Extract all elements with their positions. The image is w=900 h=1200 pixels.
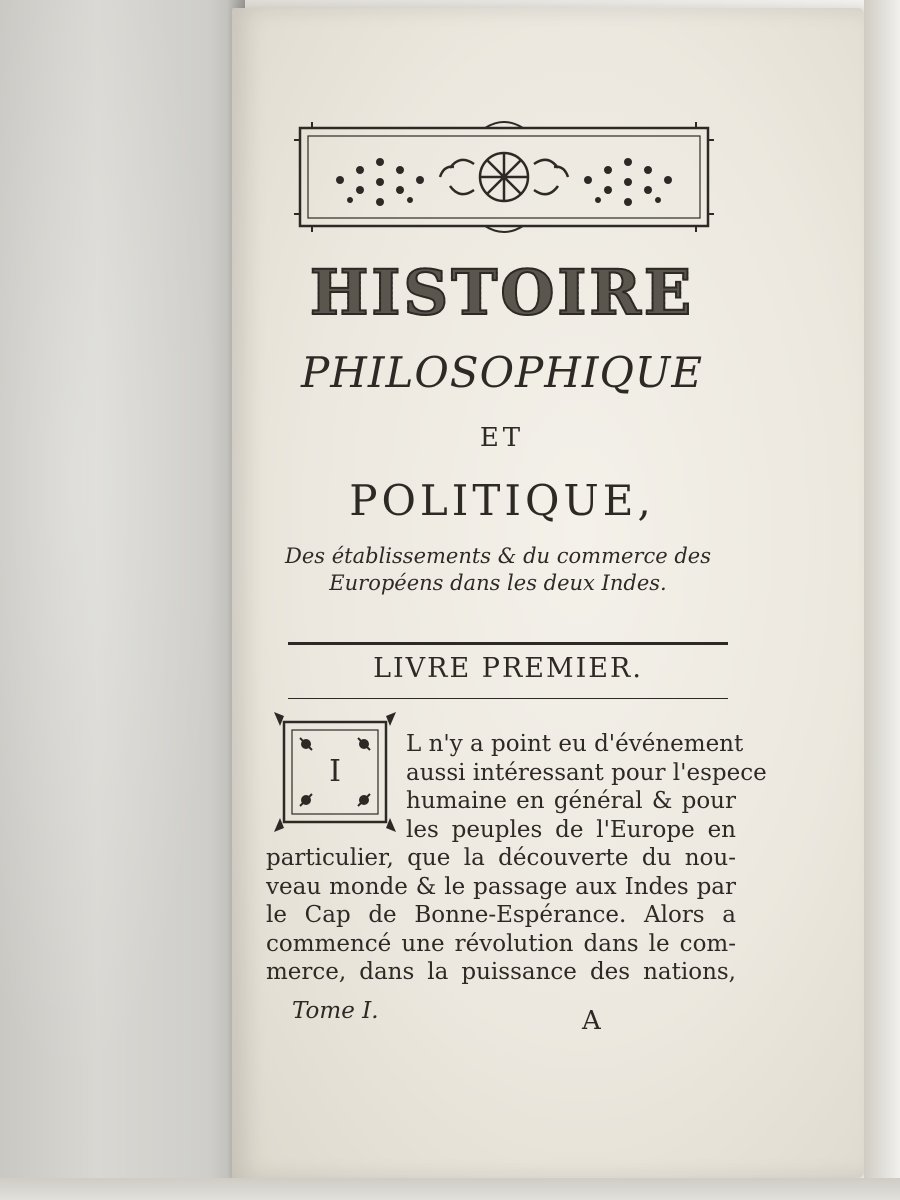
book-page bbox=[232, 8, 864, 1178]
body-text bbox=[266, 730, 767, 987]
ornamental-header-band bbox=[290, 118, 718, 236]
volume-label: Tome I. bbox=[292, 998, 379, 1024]
title-histoire: HISTOIRE bbox=[309, 256, 695, 329]
star-cluster-left-icon bbox=[336, 158, 424, 206]
central-rosette-icon bbox=[440, 153, 568, 201]
rule-top bbox=[288, 642, 728, 645]
facing-cover-page bbox=[0, 0, 245, 1200]
subtitle-line-1: Des établissements & du commerce des bbox=[285, 544, 711, 568]
body-line: le Cap de Bonne-Espérance. Alors a bbox=[266, 902, 736, 928]
body-line: veau monde & le passage aux Indes par bbox=[266, 873, 736, 900]
subtitle bbox=[268, 543, 728, 597]
body-line: aussi intéressant pour l'espece bbox=[406, 759, 767, 786]
book-heading: LIVRE PREMIER. bbox=[373, 653, 643, 684]
star-cluster-right-icon bbox=[584, 158, 672, 206]
rule-bottom bbox=[288, 698, 728, 699]
title-politique: POLITIQUE, bbox=[349, 476, 655, 525]
body-line: les peuples de l'Europe en bbox=[406, 816, 736, 843]
subtitle-line-2: Européens dans les deux Indes. bbox=[329, 571, 667, 595]
body-line: merce, dans la puissance des nations, bbox=[266, 959, 736, 985]
title-philosophique: PHILOSOPHIQUE bbox=[301, 348, 703, 397]
background-right bbox=[864, 0, 900, 1200]
background-bottom bbox=[0, 1178, 900, 1200]
body-line: particulier, que la découverte du nou- bbox=[266, 845, 736, 871]
drop-cap-initial: I bbox=[329, 754, 341, 789]
signature-mark: A bbox=[582, 1006, 601, 1036]
body-line: humaine en général & pour bbox=[406, 788, 736, 814]
body-line: commencé une révolution dans le com- bbox=[266, 930, 736, 957]
body-line: L n'y a point eu d'événement bbox=[406, 731, 744, 757]
title-et: ET bbox=[479, 423, 525, 453]
